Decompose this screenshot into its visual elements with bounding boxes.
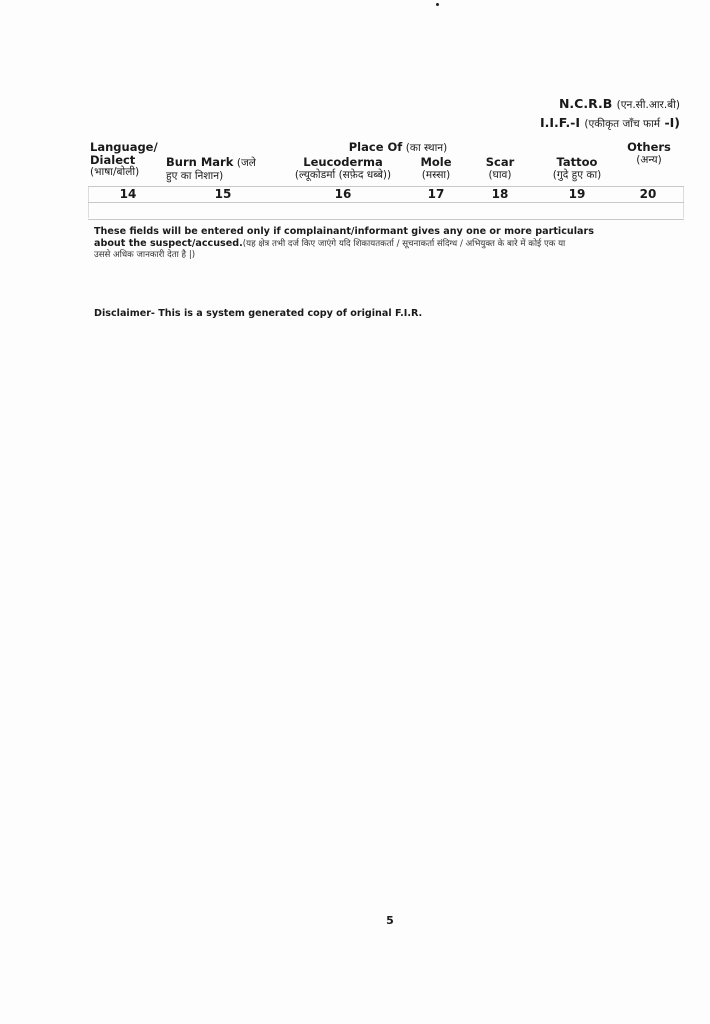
particulars-note: These fields will be entered only if complainant/informant gives any one or more particulars about the suspect/accused.(यह क्षेत्र तभी दर्ज किए जाएंगे यदि शिकायतकर्ता / सूचनाकर्ता संदिग्ध / अभियुक्त के बारे में कोई एक या उससे अधिक जानकारी देता है |) [94, 226, 594, 260]
col-number-16: 16 [334, 187, 352, 201]
col-burn-mark-header: Burn Mark (जले हुए का निशान) [166, 155, 256, 182]
col-leucoderma-header: Leucoderma (ल्यूकोडर्मा (सफ़ेद धब्बे)) [294, 155, 392, 181]
iif-heading: I.I.F.-I (एकीकृत जाँच फार्म -I) [539, 115, 680, 130]
col-number-19: 19 [568, 187, 586, 201]
col-others-header: Others (अन्य) [627, 140, 671, 166]
col-number-17: 17 [427, 187, 445, 201]
scan-speck [436, 3, 439, 6]
col-tattoo-header: Tattoo (गुदे हुए का) [552, 155, 602, 181]
col-number-14: 14 [119, 187, 137, 201]
place-of-header: Place Of (का स्थान) [348, 140, 448, 154]
col-number-18: 18 [491, 187, 509, 201]
col-scar-header: Scar (घाव) [485, 155, 515, 181]
ncrb-heading: N.C.R.B (एन.सी.आर.बी) [558, 96, 680, 111]
col-number-15: 15 [214, 187, 232, 201]
disclaimer: Disclaimer- This is a system generated copy of original F.I.R. [94, 308, 423, 319]
col-mole-header: Mole (मस्सा) [420, 155, 452, 181]
col-language-header: Language/ Dialect (भाषा/बोली) [90, 140, 158, 178]
suspect-particulars-table [88, 139, 684, 221]
col-number-20: 20 [639, 187, 657, 201]
page-number: 5 [386, 914, 394, 927]
